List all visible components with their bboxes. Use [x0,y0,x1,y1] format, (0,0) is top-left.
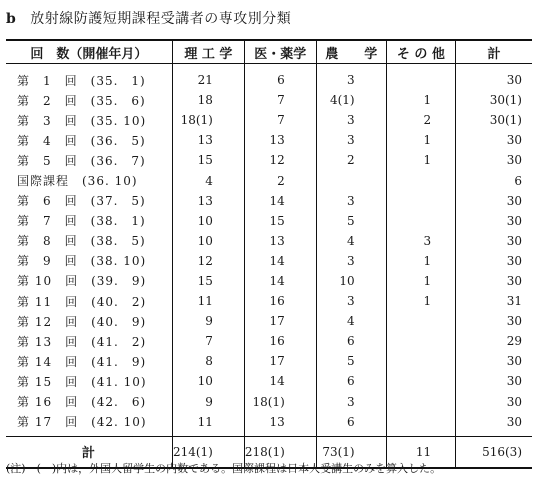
cell-total: 30(1) [456,90,532,110]
table-row [6,150,532,170]
totals-label: 計 [6,436,172,468]
cell-science: 15 [172,271,244,291]
cell-agriculture: 4(1) [316,90,386,110]
title-text: 放射線防護短期課程受講者の専攻別分類 [30,11,292,27]
cell-agriculture: 3 [316,191,386,211]
row-label: 第 14 回 (41. 9) [17,354,147,369]
cell-medical: 14 [244,271,316,291]
cell-science: 13 [172,191,244,211]
table-row [6,271,532,291]
header-total: 計 [456,40,532,64]
row-label: 国際課程 (36. 10) [17,174,138,189]
cell-medical: 14 [244,251,316,271]
cell-total: 30(1) [456,110,532,130]
cell-medical: 13 [244,231,316,251]
cell-other [386,392,455,412]
cell-science: 11 [172,291,244,311]
cell-science: 10 [172,371,244,391]
row-label: 第 17 回 (42. 10) [17,415,147,430]
cell-agriculture: 5 [316,211,386,231]
cell-other: 3 [386,231,455,251]
row-label: 第 15 回 (41. 10) [17,374,147,389]
cell-total: 30 [456,351,532,371]
cell-science: 12 [172,251,244,271]
header-agriculture: 農 学 [316,40,386,64]
cell-medical: 2 [244,170,316,190]
table-row [6,291,532,311]
cell-total: 30 [456,371,532,391]
cell-other [386,351,455,371]
table-row [6,130,532,150]
row-label: 第 3 回 (35. 10) [17,113,147,128]
cell-agriculture [316,170,386,190]
table-row [6,64,532,91]
cell-agriculture: 10 [316,271,386,291]
totals-other: 11 [386,436,455,468]
cell-medical: 13 [244,412,316,437]
table-row [6,311,532,331]
table-row [6,170,532,190]
table-row [6,351,532,371]
cell-medical: 7 [244,90,316,110]
header-science: 理 工 学 [172,40,244,64]
classification-table [6,39,532,469]
cell-medical: 17 [244,311,316,331]
cell-total: 29 [456,331,532,351]
cell-total: 30 [456,150,532,170]
cell-medical: 16 [244,291,316,311]
cell-agriculture: 3 [316,130,386,150]
cell-science: 13 [172,130,244,150]
cell-total: 30 [456,191,532,211]
table-row [6,90,532,110]
cell-total: 30 [456,64,532,91]
cell-medical: 13 [244,130,316,150]
cell-total: 31 [456,291,532,311]
row-label: 第 10 回 (39. 9) [17,274,147,289]
header-session: 回 数（開催年月） [6,40,172,64]
header-row [6,40,532,64]
row-label: 第 5 回 (36. 7) [17,153,146,168]
table-row [6,331,532,351]
cell-other [386,371,455,391]
cell-science: 4 [172,170,244,190]
totals-agriculture: 73(1) [316,436,386,468]
cell-agriculture: 2 [316,150,386,170]
table-row [6,392,532,412]
row-label: 第 6 回 (37. 5) [17,194,146,209]
cell-agriculture: 6 [316,412,386,437]
cell-total: 30 [456,271,532,291]
cell-medical: 14 [244,191,316,211]
section-letter: b [6,11,17,27]
cell-agriculture: 6 [316,371,386,391]
cell-agriculture: 6 [316,331,386,351]
cell-medical: 14 [244,371,316,391]
cell-agriculture: 3 [316,64,386,91]
table-row [6,412,532,437]
cell-science: 8 [172,351,244,371]
cell-science: 15 [172,150,244,170]
cell-medical: 16 [244,331,316,351]
row-label: 第 13 回 (41. 2) [17,334,147,349]
header-other: そ の 他 [386,40,455,64]
table-row [6,191,532,211]
cell-agriculture: 3 [316,110,386,130]
cell-other [386,311,455,331]
cell-other: 1 [386,150,455,170]
cell-other [386,191,455,211]
row-label: 第 12 回 (40. 9) [17,314,147,329]
cell-science: 9 [172,311,244,331]
cell-other: 1 [386,90,455,110]
cell-science: 9 [172,392,244,412]
table-row [6,231,532,251]
cell-agriculture: 4 [316,311,386,331]
table-title [6,8,291,28]
cell-total: 30 [456,231,532,251]
totals-science: 214(1) [172,436,244,468]
cell-agriculture: 5 [316,351,386,371]
cell-other: 1 [386,251,455,271]
cell-total: 30 [456,251,532,271]
cell-science: 18(1) [172,110,244,130]
cell-science: 18 [172,90,244,110]
cell-other [386,170,455,190]
cell-science: 7 [172,331,244,351]
cell-science: 21 [172,64,244,91]
cell-total: 30 [456,130,532,150]
cell-total: 30 [456,311,532,331]
header-medical: 医・薬学 [244,40,316,64]
cell-agriculture: 3 [316,291,386,311]
cell-total: 30 [456,392,532,412]
row-label: 第 2 回 (35. 6) [17,93,146,108]
cell-agriculture: 4 [316,231,386,251]
cell-science: 10 [172,231,244,251]
cell-medical: 6 [244,64,316,91]
cell-medical: 12 [244,150,316,170]
row-label: 第 4 回 (36. 5) [17,133,146,148]
table-row [6,211,532,231]
cell-total: 6 [456,170,532,190]
table-row [6,110,532,130]
cell-other [386,64,455,91]
cell-other [386,412,455,437]
totals-total: 516(3) [456,436,532,468]
cell-medical: 17 [244,351,316,371]
row-label: 第 16 回 (42. 6) [17,395,147,410]
cell-other: 1 [386,291,455,311]
cell-other [386,211,455,231]
cell-other: 1 [386,130,455,150]
cell-science: 11 [172,412,244,437]
cell-total: 30 [456,412,532,437]
cell-science: 10 [172,211,244,231]
cell-other [386,331,455,351]
totals-medical: 218(1) [244,436,316,468]
cell-medical: 15 [244,211,316,231]
cell-agriculture: 3 [316,392,386,412]
cell-other: 2 [386,110,455,130]
row-label: 第 9 回 (38. 10) [17,254,147,269]
table-row [6,371,532,391]
cell-total: 30 [456,211,532,231]
cell-medical: 7 [244,110,316,130]
cell-agriculture: 3 [316,251,386,271]
row-label: 第 7 回 (38. 1) [17,214,146,229]
row-label: 第 11 回 (40. 2) [17,294,147,309]
footnote: (注) ( )内は，外国人留学生の内数である。国際課程は日本人受講生のみを算入した。 [6,462,442,475]
cell-medical: 18(1) [244,392,316,412]
row-label: 第 8 回 (38. 5) [17,234,146,249]
cell-other: 1 [386,271,455,291]
table-row [6,251,532,271]
row-label: 第 1 回 (35. 1) [17,73,146,88]
